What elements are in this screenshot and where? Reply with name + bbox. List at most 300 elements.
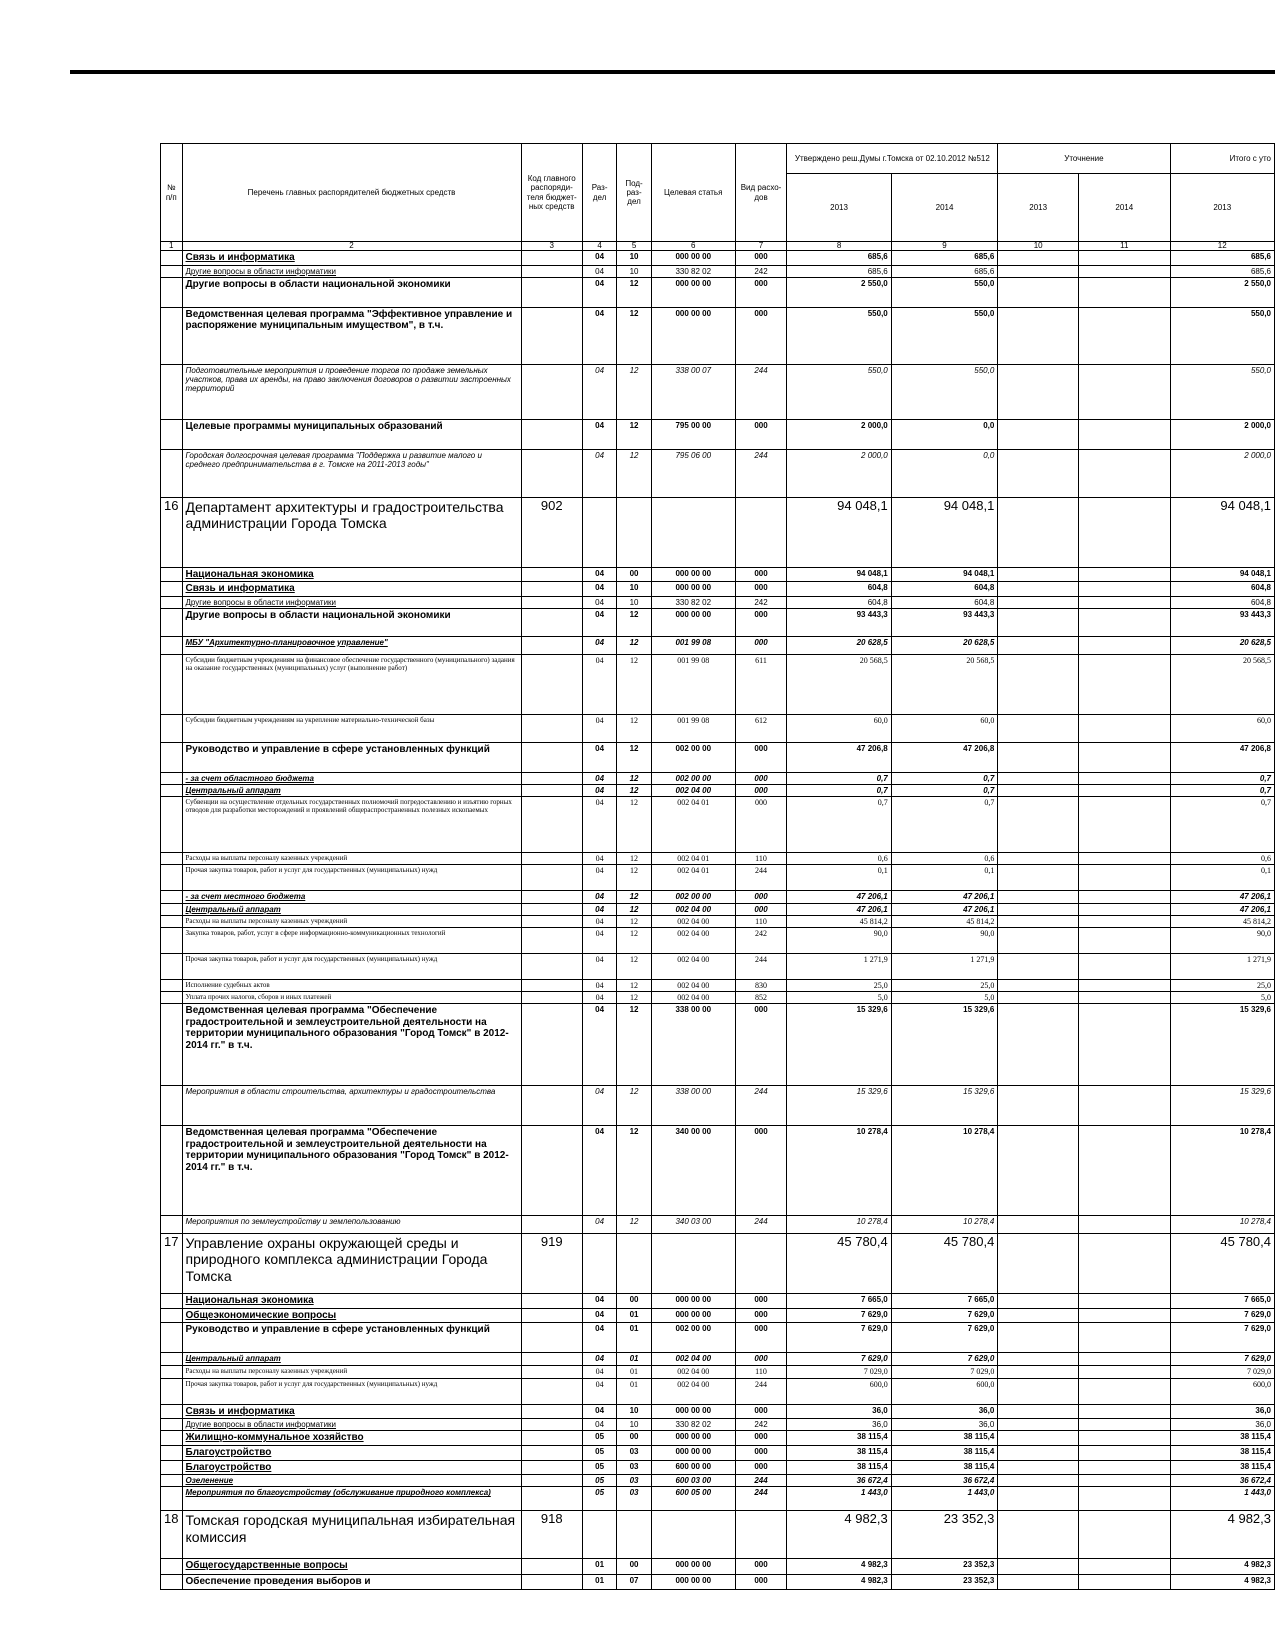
cell-change-2014 (1079, 636, 1170, 654)
department-row (161, 1511, 1275, 1559)
cell-total-2013: 94 048,1 (1170, 567, 1274, 582)
cell-approved-2013: 0,7 (787, 785, 891, 797)
row-name: Расходы на выплаты персоналу казенных учреждений (182, 853, 521, 865)
cell-code (521, 1294, 582, 1309)
cell-kind: 000 (735, 742, 787, 772)
cell-podrazdel: 12 (617, 714, 651, 742)
cell-total-2013: 10 278,4 (1170, 1126, 1274, 1216)
cell-podrazdel: 12 (617, 654, 651, 714)
row-name: Национальная экономика (182, 567, 521, 582)
row-name: Расходы на выплаты персоналу казенных учреждений (182, 1366, 521, 1378)
row-number (161, 1487, 183, 1511)
cell-change-2013 (998, 608, 1079, 636)
cell-razdel (582, 1234, 616, 1294)
cell-change-2014 (1079, 1475, 1170, 1487)
cell-podrazdel: 12 (617, 742, 651, 772)
cell-total-2013: 604,8 (1170, 582, 1274, 597)
cell-change-2014 (1079, 928, 1170, 954)
cell-approved-2014: 10 278,4 (891, 1216, 998, 1234)
cell-approved-2013: 45 780,4 (787, 1234, 891, 1294)
cell-approved-2014: 38 115,4 (891, 1446, 998, 1461)
cell-change-2013 (998, 596, 1079, 608)
cell-target: 338 00 07 (651, 364, 735, 419)
cell-total-2013: 47 206,1 (1170, 903, 1274, 915)
cell-kind: 242 (735, 596, 787, 608)
group-changes-header: Уточнение (998, 144, 1170, 174)
cell-approved-2014: 0,7 (891, 785, 998, 797)
cell-change-2014 (1079, 1353, 1170, 1366)
cell-razdel: 01 (582, 1559, 616, 1575)
row-number (161, 636, 183, 654)
cell-target: 002 04 00 (651, 1353, 735, 1366)
cell-target (651, 1511, 735, 1559)
cell-approved-2014: 47 206,1 (891, 903, 998, 915)
cell-podrazdel: 12 (617, 364, 651, 419)
cell-approved-2013: 94 048,1 (787, 497, 891, 567)
cell-change-2013 (998, 567, 1079, 582)
cell-podrazdel: 00 (617, 1431, 651, 1446)
row-name: Исполнение судебных актов (182, 980, 521, 992)
row-number (161, 1294, 183, 1309)
cell-podrazdel: 12 (617, 449, 651, 497)
cell-target: 330 82 02 (651, 1419, 735, 1431)
cell-target: 002 04 00 (651, 1366, 735, 1378)
cell-approved-2014: 36 672,4 (891, 1475, 998, 1487)
row-name: Ведомственная целевая программа "Обеспечение градостроительной и землеустроительной деятельности на территории муниципального образования "Город Томск" в 2012-2014 гг." в т.ч. (182, 1126, 521, 1216)
cell-code (521, 419, 582, 449)
cell-code (521, 265, 582, 277)
cell-code (521, 1446, 582, 1461)
cell-razdel: 04 (582, 714, 616, 742)
table-row (161, 797, 1275, 853)
cell-target: 000 00 00 (651, 608, 735, 636)
cell-kind: 244 (735, 1378, 787, 1404)
cell-total-2013: 0,7 (1170, 797, 1274, 853)
table-row (161, 742, 1275, 772)
row-name: Центральный аппарат (182, 785, 521, 797)
cell-approved-2013: 38 115,4 (787, 1446, 891, 1461)
cell-change-2014 (1079, 980, 1170, 992)
cell-approved-2014: 0,7 (891, 772, 998, 784)
cell-target (651, 1234, 735, 1294)
cell-code (521, 928, 582, 954)
cell-approved-2013: 5,0 (787, 992, 891, 1004)
col-kind-header: Вид расхо-дов (735, 144, 787, 242)
cell-total-2013: 4 982,3 (1170, 1575, 1274, 1590)
row-number (161, 1419, 183, 1431)
cell-code (521, 1366, 582, 1378)
cell-change-2014 (1079, 1234, 1170, 1294)
cell-total-2013: 20 628,5 (1170, 636, 1274, 654)
cell-code (521, 1378, 582, 1404)
cell-change-2014 (1079, 1431, 1170, 1446)
cell-code (521, 903, 582, 915)
cell-kind: 244 (735, 1086, 787, 1126)
cell-podrazdel: 12 (617, 980, 651, 992)
cell-code (521, 608, 582, 636)
cell-change-2013 (998, 1431, 1079, 1446)
cell-total-2013: 550,0 (1170, 307, 1274, 364)
cell-total-2013: 38 115,4 (1170, 1431, 1274, 1446)
cell-approved-2014: 38 115,4 (891, 1460, 998, 1475)
cell-change-2013 (998, 785, 1079, 797)
table-row (161, 277, 1275, 307)
table-row (161, 1126, 1275, 1216)
cell-code (521, 1404, 582, 1419)
table-row (161, 980, 1275, 992)
col-razdel-header: Раз-дел (582, 144, 616, 242)
cell-approved-2013: 7 029,0 (787, 1366, 891, 1378)
cell-code (521, 1353, 582, 1366)
table-row (161, 853, 1275, 865)
cell-target: 000 00 00 (651, 1308, 735, 1323)
cell-podrazdel: 12 (617, 1216, 651, 1234)
row-name: Благоустройство (182, 1446, 521, 1461)
row-name: МБУ "Архитектурно-планировочное управление" (182, 636, 521, 654)
row-number (161, 582, 183, 597)
cell-change-2014 (1079, 1559, 1170, 1575)
cell-razdel: 05 (582, 1487, 616, 1511)
row-number (161, 1446, 183, 1461)
row-name: Уплата прочих налогов, сборов и иных платежей (182, 992, 521, 1004)
cell-change-2013 (998, 954, 1079, 980)
cell-podrazdel: 10 (617, 596, 651, 608)
table-row (161, 1216, 1275, 1234)
table-row (161, 915, 1275, 927)
cell-kind: 244 (735, 1487, 787, 1511)
cell-approved-2013: 36 672,4 (787, 1475, 891, 1487)
cell-change-2014 (1079, 1446, 1170, 1461)
cell-total-2013: 7 629,0 (1170, 1323, 1274, 1353)
table-row (161, 772, 1275, 784)
cell-kind: 242 (735, 265, 787, 277)
cell-change-2013 (998, 1126, 1079, 1216)
cell-code (521, 277, 582, 307)
cell-razdel: 04 (582, 1404, 616, 1419)
cell-kind: 110 (735, 915, 787, 927)
cell-change-2013 (998, 1004, 1079, 1086)
cell-target: 340 03 00 (651, 1216, 735, 1234)
row-name: Обеспечение проведения выборов и (182, 1575, 521, 1590)
cell-target: 795 00 00 (651, 419, 735, 449)
table-row (161, 1323, 1275, 1353)
cell-change-2014 (1079, 742, 1170, 772)
cell-kind: 242 (735, 928, 787, 954)
cell-razdel: 04 (582, 364, 616, 419)
row-number (161, 596, 183, 608)
cell-approved-2014: 47 206,1 (891, 891, 998, 903)
cell-target: 000 00 00 (651, 1404, 735, 1419)
cell-total-2013: 2 000,0 (1170, 449, 1274, 497)
cell-target: 000 00 00 (651, 1431, 735, 1446)
cell-target: 002 04 00 (651, 954, 735, 980)
row-number (161, 980, 183, 992)
cell-approved-2014: 45 814,2 (891, 915, 998, 927)
cell-change-2014 (1079, 449, 1170, 497)
row-number (161, 915, 183, 927)
cell-code (521, 1575, 582, 1590)
cell-change-2014 (1079, 1511, 1170, 1559)
row-number (161, 251, 183, 266)
cell-target: 002 04 01 (651, 853, 735, 865)
cell-total-2013: 1 443,0 (1170, 1487, 1274, 1511)
cell-change-2014 (1079, 797, 1170, 853)
table-row (161, 1559, 1275, 1575)
cell-target: 002 04 00 (651, 980, 735, 992)
cell-target: 600 00 00 (651, 1460, 735, 1475)
row-number (161, 797, 183, 853)
cell-target: 000 00 00 (651, 1559, 735, 1575)
cell-razdel: 04 (582, 785, 616, 797)
cell-approved-2013: 600,0 (787, 1378, 891, 1404)
col-podrazdel-header: Под-раз-дел (617, 144, 651, 242)
cell-code (521, 1004, 582, 1086)
cell-change-2014 (1079, 1366, 1170, 1378)
table-row (161, 1086, 1275, 1126)
table-row (161, 1294, 1275, 1309)
cell-razdel: 04 (582, 772, 616, 784)
cell-approved-2013: 685,6 (787, 251, 891, 266)
cell-podrazdel: 10 (617, 265, 651, 277)
cell-code (521, 742, 582, 772)
cell-approved-2014: 36,0 (891, 1404, 998, 1419)
cell-code (521, 1323, 582, 1353)
row-name: - за счет местного бюджета (182, 891, 521, 903)
cell-podrazdel: 10 (617, 1419, 651, 1431)
cell-code (521, 567, 582, 582)
cell-change-2013 (998, 797, 1079, 853)
row-number: 18 (161, 1511, 183, 1559)
cell-approved-2014: 90,0 (891, 928, 998, 954)
cell-podrazdel: 12 (617, 785, 651, 797)
cell-podrazdel: 03 (617, 1446, 651, 1461)
cell-approved-2014: 1 271,9 (891, 954, 998, 980)
table-row (161, 992, 1275, 1004)
cell-change-2013 (998, 915, 1079, 927)
cell-approved-2013: 20 568,5 (787, 654, 891, 714)
cell-total-2013: 5,0 (1170, 992, 1274, 1004)
table-row (161, 1419, 1275, 1431)
cell-approved-2014: 600,0 (891, 1378, 998, 1404)
top-rule (70, 70, 1275, 74)
cell-change-2013 (998, 307, 1079, 364)
row-number (161, 1004, 183, 1086)
cell-approved-2014: 20 628,5 (891, 636, 998, 654)
cell-target: 001 99 08 (651, 714, 735, 742)
cell-total-2013: 685,6 (1170, 251, 1274, 266)
cell-approved-2014: 93 443,3 (891, 608, 998, 636)
cell-total-2013: 10 278,4 (1170, 1216, 1274, 1234)
cell-code (521, 785, 582, 797)
cell-total-2013: 7 629,0 (1170, 1308, 1274, 1323)
cell-change-2013 (998, 1378, 1079, 1404)
cell-approved-2013: 7 629,0 (787, 1353, 891, 1366)
cell-code: 902 (521, 497, 582, 567)
cell-code (521, 654, 582, 714)
cell-change-2013 (998, 1323, 1079, 1353)
row-name: Прочая закупка товаров, работ и услуг для государственных (муниципальных) нужд (182, 954, 521, 980)
table-row (161, 251, 1275, 266)
cell-approved-2013: 2 000,0 (787, 449, 891, 497)
column-numbers-row (161, 242, 1275, 251)
cell-approved-2013: 550,0 (787, 364, 891, 419)
cell-total-2013: 94 048,1 (1170, 497, 1274, 567)
cell-razdel: 05 (582, 1431, 616, 1446)
cell-razdel: 04 (582, 992, 616, 1004)
row-number (161, 1404, 183, 1419)
cell-target: 001 99 08 (651, 654, 735, 714)
row-number (161, 785, 183, 797)
column-number: 3 (521, 242, 582, 251)
cell-total-2013: 60,0 (1170, 714, 1274, 742)
cell-change-2013 (998, 1559, 1079, 1575)
cell-change-2013 (998, 992, 1079, 1004)
row-number (161, 608, 183, 636)
cell-change-2013 (998, 1475, 1079, 1487)
row-number (161, 903, 183, 915)
cell-target: 338 00 00 (651, 1086, 735, 1126)
cell-podrazdel: 12 (617, 797, 651, 853)
cell-total-2013: 0,7 (1170, 785, 1274, 797)
row-number (161, 772, 183, 784)
row-name: Томская городская муниципальная избирательная комиссия (182, 1511, 521, 1559)
row-name: Субсидии бюджетным учреждениям на укрепление материально-технической базы (182, 714, 521, 742)
cell-approved-2013: 90,0 (787, 928, 891, 954)
cell-podrazdel: 12 (617, 865, 651, 891)
cell-total-2013: 36,0 (1170, 1404, 1274, 1419)
cell-target: 000 00 00 (651, 1575, 735, 1590)
table-row (161, 1575, 1275, 1590)
cell-change-2014 (1079, 1323, 1170, 1353)
cell-kind: 612 (735, 714, 787, 742)
cell-total-2013: 4 982,3 (1170, 1511, 1274, 1559)
cell-change-2014 (1079, 364, 1170, 419)
cell-code: 918 (521, 1511, 582, 1559)
cell-change-2014 (1079, 891, 1170, 903)
cell-razdel: 04 (582, 1216, 616, 1234)
cell-target: 330 82 02 (651, 596, 735, 608)
cell-approved-2013: 60,0 (787, 714, 891, 742)
table-row (161, 608, 1275, 636)
cell-total-2013: 7 029,0 (1170, 1366, 1274, 1378)
row-number (161, 865, 183, 891)
cell-podrazdel: 03 (617, 1460, 651, 1475)
cell-approved-2014: 10 278,4 (891, 1126, 998, 1216)
column-number: 7 (735, 242, 787, 251)
row-name: Центральный аппарат (182, 903, 521, 915)
cell-podrazdel (617, 1511, 651, 1559)
cell-target: 600 05 00 (651, 1487, 735, 1511)
table-row (161, 1431, 1275, 1446)
cell-change-2013 (998, 419, 1079, 449)
row-number (161, 1086, 183, 1126)
cell-change-2014 (1079, 1308, 1170, 1323)
cell-razdel: 04 (582, 1004, 616, 1086)
cell-podrazdel: 12 (617, 928, 651, 954)
cell-approved-2013: 10 278,4 (787, 1126, 891, 1216)
cell-code (521, 797, 582, 853)
cell-total-2013: 600,0 (1170, 1378, 1274, 1404)
cell-change-2014 (1079, 1004, 1170, 1086)
table-row (161, 636, 1275, 654)
cell-change-2014 (1079, 915, 1170, 927)
cell-approved-2013: 0,7 (787, 797, 891, 853)
table-row (161, 1366, 1275, 1378)
year-header: 2014 (891, 174, 998, 242)
cell-kind: 000 (735, 277, 787, 307)
cell-code (521, 1308, 582, 1323)
cell-approved-2014: 550,0 (891, 307, 998, 364)
column-number: 12 (1170, 242, 1274, 251)
cell-approved-2014: 0,0 (891, 449, 998, 497)
cell-change-2013 (998, 853, 1079, 865)
cell-target: 002 04 01 (651, 797, 735, 853)
row-number: 16 (161, 497, 183, 567)
cell-approved-2014: 0,6 (891, 853, 998, 865)
col-num-header: № п/п (161, 144, 183, 242)
cell-podrazdel: 01 (617, 1308, 651, 1323)
row-number (161, 1431, 183, 1446)
cell-kind: 000 (735, 608, 787, 636)
cell-approved-2014: 604,8 (891, 582, 998, 597)
cell-approved-2013: 604,8 (787, 582, 891, 597)
cell-razdel: 05 (582, 1460, 616, 1475)
column-number: 8 (787, 242, 891, 251)
cell-kind: 000 (735, 785, 787, 797)
cell-razdel: 04 (582, 1378, 616, 1404)
cell-approved-2013: 7 629,0 (787, 1308, 891, 1323)
table-row (161, 364, 1275, 419)
cell-kind: 611 (735, 654, 787, 714)
cell-change-2013 (998, 742, 1079, 772)
cell-approved-2014: 1 443,0 (891, 1487, 998, 1511)
cell-razdel: 04 (582, 251, 616, 266)
cell-target: 002 00 00 (651, 891, 735, 903)
cell-razdel: 04 (582, 891, 616, 903)
cell-razdel: 04 (582, 915, 616, 927)
cell-kind (735, 1234, 787, 1294)
cell-kind: 110 (735, 853, 787, 865)
cell-change-2013 (998, 1353, 1079, 1366)
cell-change-2014 (1079, 1575, 1170, 1590)
cell-approved-2014: 15 329,6 (891, 1004, 998, 1086)
cell-change-2013 (998, 1460, 1079, 1475)
cell-approved-2013: 36,0 (787, 1404, 891, 1419)
cell-podrazdel: 12 (617, 608, 651, 636)
cell-target: 000 00 00 (651, 251, 735, 266)
row-number (161, 1126, 183, 1216)
cell-total-2013: 36 672,4 (1170, 1475, 1274, 1487)
cell-change-2013 (998, 903, 1079, 915)
group-approved-header: Утверждено реш.Думы г.Томска от 02.10.2012 №512 (787, 144, 998, 174)
row-number (161, 742, 183, 772)
cell-razdel (582, 1511, 616, 1559)
row-number (161, 1366, 183, 1378)
cell-change-2013 (998, 1234, 1079, 1294)
cell-change-2014 (1079, 865, 1170, 891)
cell-code (521, 1487, 582, 1511)
table-row (161, 903, 1275, 915)
cell-podrazdel: 00 (617, 1559, 651, 1575)
year-header: 2013 (998, 174, 1079, 242)
cell-kind: 830 (735, 980, 787, 992)
cell-target: 001 99 08 (651, 636, 735, 654)
row-name: Другие вопросы в области информатики (182, 1419, 521, 1431)
cell-kind: 000 (735, 797, 787, 853)
table-row (161, 1475, 1275, 1487)
cell-podrazdel: 12 (617, 1086, 651, 1126)
cell-code: 919 (521, 1234, 582, 1294)
